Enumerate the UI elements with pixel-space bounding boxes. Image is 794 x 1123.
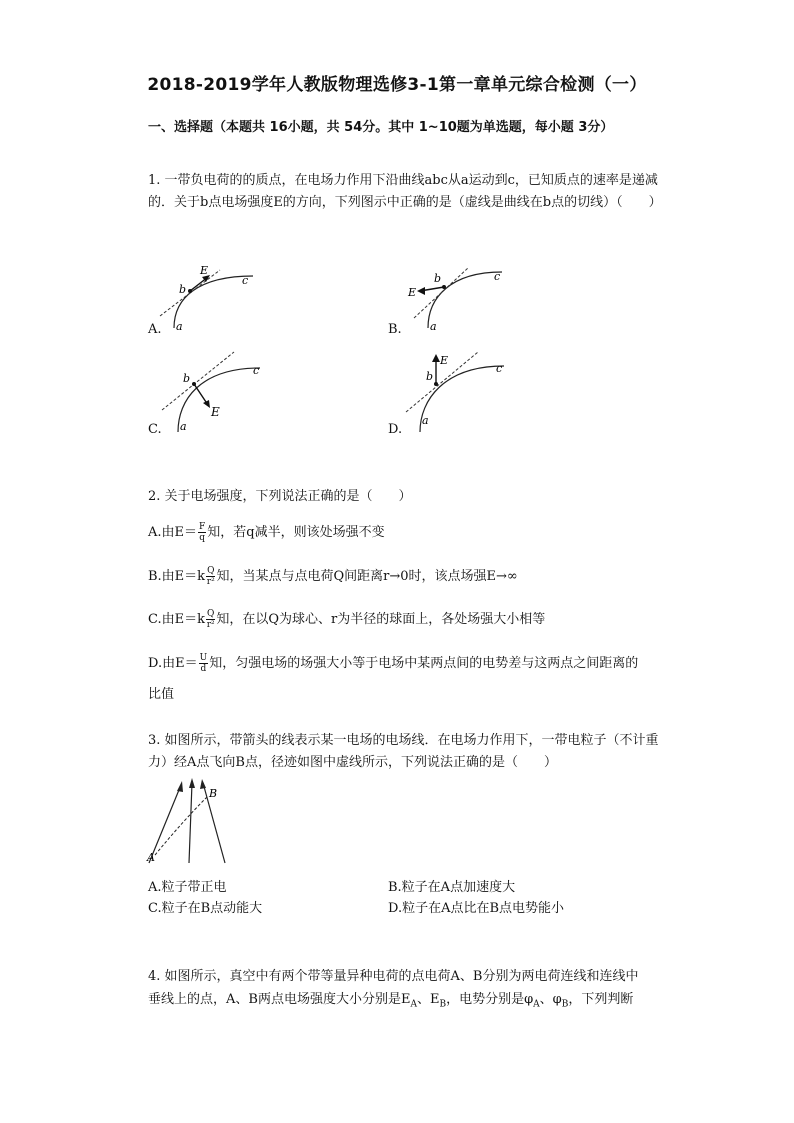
field-line-middle xyxy=(189,783,192,863)
svg-text:A: A xyxy=(147,851,155,864)
question-3-text: 3. 如图所示，带箭头的线表示某一电场的电场线．在电场力作用下，一带电粒子（不计重力）经A点飞向B点，径迹如图中虚线所示，下列说法正确的是（ ） xyxy=(148,733,659,770)
tangent-dashed-line xyxy=(162,352,234,410)
q3-option-a: A.粒子带正电 xyxy=(148,880,227,895)
q2-option-b: B.由E＝k $\frac{Q}{\text{r²}}$ 知，当某点与点电荷Q间距离r→0时，该点场强E→∞ xyxy=(148,566,518,587)
svg-text:B: B xyxy=(209,787,218,800)
svg-text:E: E xyxy=(200,264,209,277)
section-heading: 一、选择题（本题共 16小题，共 54分。其中 1~10题为单选题，每小题 3分） xyxy=(148,120,614,135)
svg-text:E: E xyxy=(408,286,417,299)
svg-text:E: E xyxy=(440,354,449,367)
fraction: $\frac{F}{q}$ xyxy=(199,522,206,543)
q3-field-line-figure xyxy=(145,775,240,867)
svg-text:b: b xyxy=(426,370,434,383)
trajectory-curve xyxy=(178,368,260,432)
q1-option-b-label: B. xyxy=(388,322,402,337)
arrow-head xyxy=(417,287,425,295)
svg-text:c: c xyxy=(494,270,501,283)
q1-figure-a xyxy=(158,258,268,333)
svg-text:c: c xyxy=(496,362,503,375)
page-title: 2018-2019学年人教版物理选修3-1第一章单元综合检测（一） xyxy=(147,75,647,95)
q2-option-d-continued: 比值 xyxy=(148,687,175,702)
trajectory-dashed xyxy=(155,797,207,855)
svg-text:b: b xyxy=(183,372,191,385)
question-4-line-1: 4. 如图所示，真空中有两个带等量异种电荷的点电荷A、B分别为两电荷连线和连线中 xyxy=(148,969,639,984)
fraction: $\frac{Q}{\text{r²}}$ xyxy=(206,566,215,587)
svg-text:c: c xyxy=(253,364,260,377)
arrow-head xyxy=(200,779,206,789)
q1-figure-c xyxy=(158,350,268,435)
arrow-head xyxy=(177,781,183,792)
question-2-text: 2. 关于电场强度，下列说法正确的是（ ） xyxy=(148,489,412,504)
arrow-head xyxy=(203,400,210,408)
q3-option-c: C.粒子在B点动能大 xyxy=(148,901,263,916)
arrow-head xyxy=(432,354,440,362)
svg-text:b: b xyxy=(179,283,187,296)
svg-text:a: a xyxy=(180,420,187,433)
svg-text:c: c xyxy=(242,274,249,287)
svg-text:E: E xyxy=(211,405,220,419)
q1-option-c-label: C. xyxy=(148,422,162,437)
q1-figure-b xyxy=(400,258,510,333)
svg-text:a: a xyxy=(422,414,429,427)
svg-text:b: b xyxy=(434,272,442,285)
q2-option-c: C.由E＝k $\frac{Q}{\text{r²}}$ 知，在以Q为球心、r为半径的球面上，各处场强大小相等 xyxy=(148,609,546,630)
arrow-head xyxy=(189,778,195,788)
question-1-text: 1. 一带负电荷的的质点，在电场力作用下沿曲线abc从a运动到c，已知质点的速率是递减的．关于b点电场强度E的方向，下列图示中正确的是（虚线是曲线在b点的切线）（ ） xyxy=(148,173,662,210)
fraction: $\frac{U}{d}$ xyxy=(199,653,208,674)
q1-figure-d xyxy=(400,350,510,435)
q2-option-a: A.由E＝ $\frac{F}{q}$ 知，若q减半，则该处场强不变 xyxy=(148,522,385,543)
q1-option-d-label: D. xyxy=(388,422,403,437)
question-4-line-2: 垂线上的点，A、B两点电场强度大小分别是$E_A$、$E_B$，电势分别是$\varphi_A$、$\varphi_B$，下列判断 xyxy=(148,992,634,1010)
q3-option-b: B.粒子在A点加速度大 xyxy=(388,880,516,895)
fraction: $\frac{Q}{\text{r²}}$ xyxy=(206,609,215,630)
q3-option-d: D.粒子在A点比在B点电势能小 xyxy=(388,901,565,916)
q2-option-d: D.由E＝ $\frac{U}{d}$ 知，匀强电场的场强大小等于电场中某两点间的电势差与这两点之间距离的 xyxy=(148,653,639,674)
q1-option-a-label: A. xyxy=(148,322,162,337)
svg-text:a: a xyxy=(430,320,437,333)
svg-text:a: a xyxy=(176,320,183,333)
